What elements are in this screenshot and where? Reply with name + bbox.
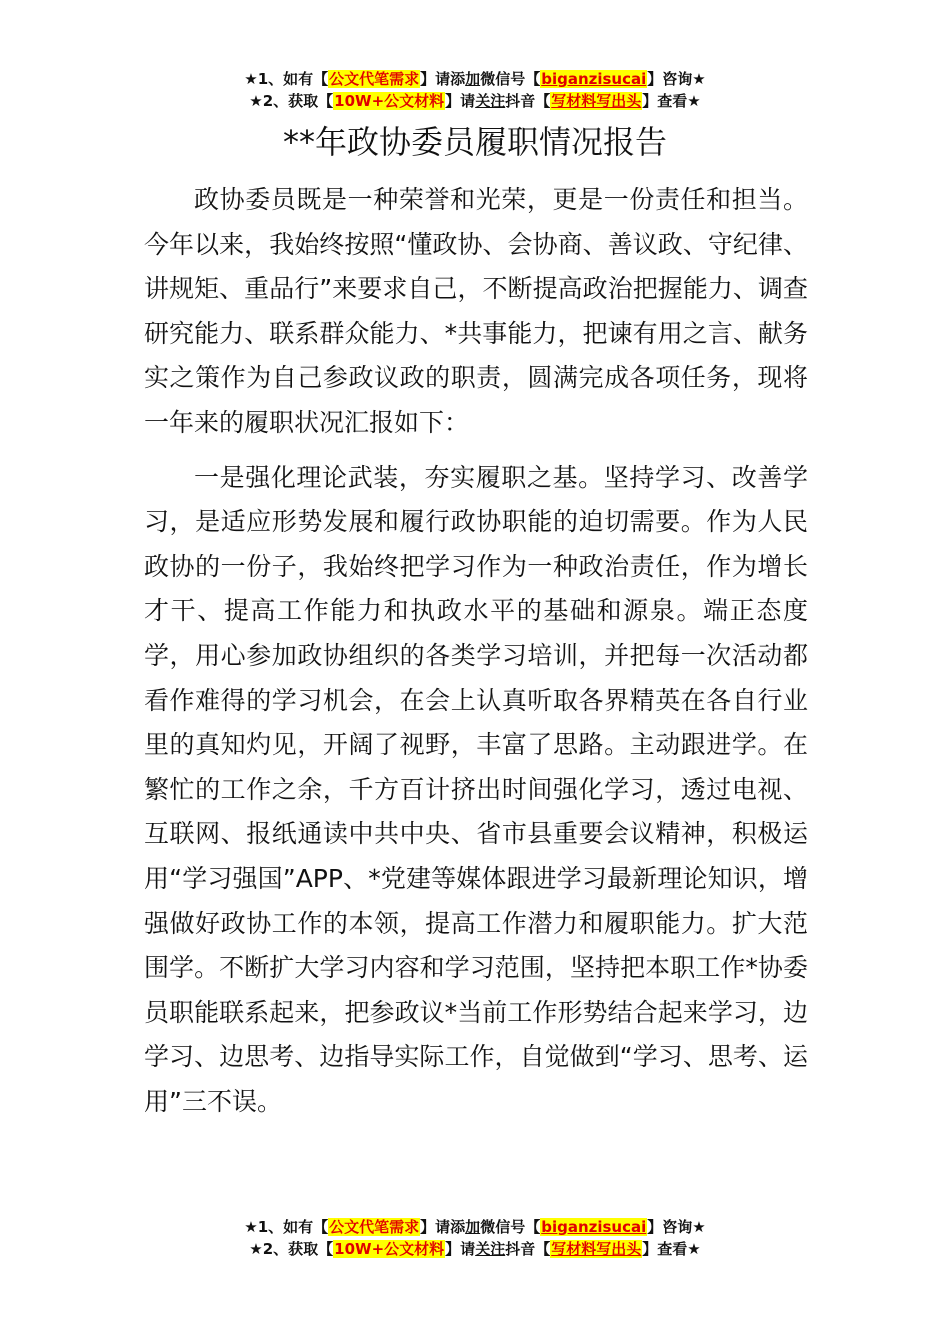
header-douyin-account: 写材料写出头 <box>551 92 642 110</box>
star-icon: ★ <box>249 92 263 110</box>
footer-line-1-underlined: 加 <box>465 1218 481 1236</box>
footer-line-1 <box>0 1216 950 1238</box>
header-line-1-text-a: 1、如有【 <box>257 70 329 88</box>
footer-banner <box>0 1216 950 1260</box>
footer-line-2-text-d: 】查看 <box>642 1240 688 1258</box>
header-line-1-underlined: 加 <box>465 70 481 88</box>
header-banner <box>0 68 950 112</box>
header-wechat-id: biganzisucai <box>541 70 647 88</box>
footer-line-2-underlined: 关注 <box>475 1240 506 1258</box>
footer-line-2 <box>0 1238 950 1260</box>
footer-line-1-text-d: 】咨询 <box>647 1218 693 1236</box>
header-line-2-text-c: 抖音【 <box>505 92 551 110</box>
header-line-2-text-a: 2、获取【 <box>262 92 334 110</box>
document-body <box>144 178 808 1134</box>
paragraph-intro: 政协委员既是一种荣誉和光荣，更是一份责任和担当。今年以来，我始终按照“懂政协、会协商、善议政、守纪律、讲规矩、重品行”来要求自己，不断提高政治把握能力、调查研究能力、联系群众能力、*共事能力，把谏有用之言、献务实之策作为自己参政议政的职责，圆满完成各项任务，现将一年来的履职状况汇报如下： <box>144 185 808 437</box>
header-line-2-text-d: 】查看 <box>642 92 688 110</box>
footer-line-1-text-b: 】请添 <box>420 1218 466 1236</box>
document-title: **年政协委员履职情况报告 <box>282 123 667 161</box>
footer-highlight-ghostwriting: 公文代笔需求 <box>329 1218 420 1236</box>
header-highlight-materials: 10W+公文材料 <box>334 92 445 110</box>
header-line-2-text-b: 】请 <box>445 92 476 110</box>
footer-wechat-id: biganzisucai <box>541 1218 647 1236</box>
star-icon: ★ <box>692 70 706 88</box>
header-highlight-ghostwriting: 公文代笔需求 <box>329 70 420 88</box>
header-line-1-text-b: 】请添 <box>420 70 466 88</box>
header-line-1 <box>0 68 950 90</box>
star-icon: ★ <box>692 1218 706 1236</box>
star-icon: ★ <box>249 1240 263 1258</box>
footer-line-1-text-c: 微信号【 <box>480 1218 541 1236</box>
header-line-1-text-d: 】咨询 <box>647 70 693 88</box>
star-icon: ★ <box>244 70 258 88</box>
footer-line-2-text-a: 2、获取【 <box>262 1240 334 1258</box>
star-icon: ★ <box>687 1240 701 1258</box>
footer-highlight-materials: 10W+公文材料 <box>334 1240 445 1258</box>
star-icon: ★ <box>687 92 701 110</box>
star-icon: ★ <box>244 1218 258 1236</box>
footer-douyin-account: 写材料写出头 <box>551 1240 642 1258</box>
paragraph-theory-study: 一是强化理论武装，夯实履职之基。坚持学习、改善学习，是适应形势发展和履行政协职能的迫切需要。作为人民政协的一份子，我始终把学习作为一种政治责任，作为增长才干、提高工作能力和执政水平的基础和源泉。端正态度学，用心参加政协组织的各类学习培训，并把每一次活动都看作难得的学习机会，在会上认真听取各界精英在各自行业里的真知灼见，开阔了视野，丰富了思路。主动跟进学。在繁忙的工作之余，千方百计挤出时间强化学习，透过电视、互联网、报纸通读中共中央、省市县重要会议精神，积极运用“学习强国”APP、*党建等媒体跟进学习最新理论知识，增强做好政协工作的本领，提高工作潜力和履职能力。扩大范围学。不断扩大学习内容和学习范围，坚持把本职工作*协委员职能联系起来，把参政议*当前工作形势结合起来学习，边学习、边思考、边指导实际工作，自觉做到“学习、思考、运用”三不误。 <box>144 462 808 1116</box>
header-line-1-text-c: 微信号【 <box>480 70 541 88</box>
footer-line-2-text-c: 抖音【 <box>505 1240 551 1258</box>
footer-line-1-text-a: 1、如有【 <box>257 1218 329 1236</box>
footer-line-2-text-b: 】请 <box>445 1240 476 1258</box>
header-line-2 <box>0 90 950 112</box>
header-line-2-underlined: 关注 <box>475 92 506 110</box>
